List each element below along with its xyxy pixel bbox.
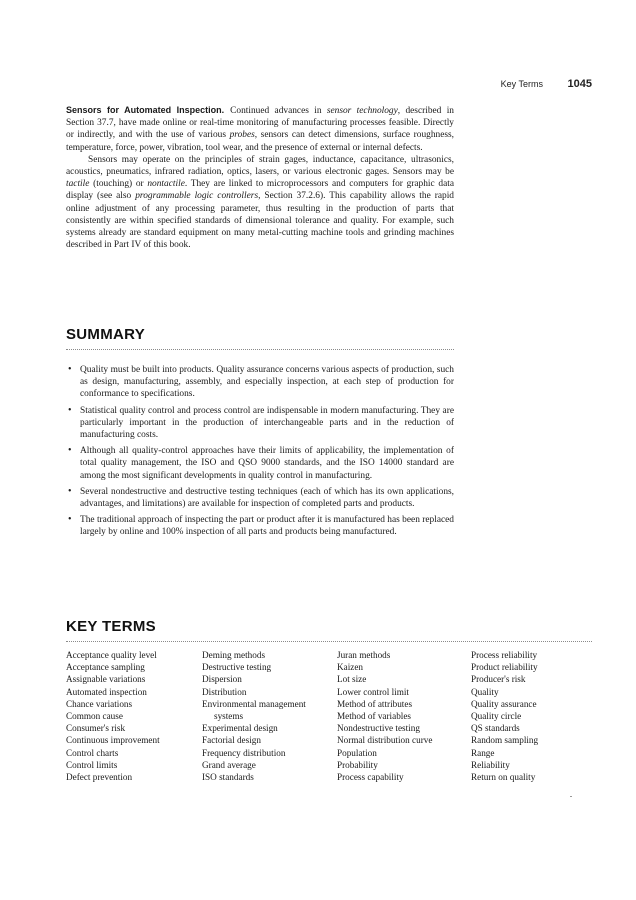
- key-term: Probability: [337, 759, 378, 770]
- key-term: Nondestructive testing: [337, 723, 420, 734]
- key-term: Control charts: [66, 747, 119, 758]
- key-term: Reliability: [471, 759, 510, 770]
- summary-item: • Quality must be built into products. Quality assurance concerns various aspects of production, such as design, manufacturing, assembly, and especially inspection, at each step of production for conformance to specifications.: [66, 364, 454, 401]
- sensors-p2-text: Sensors may operate on the principles of strain gages, inductance, capacitance, ultrasonics, acoustics, pneumatics, infrared radiation, optics, lasers, or various electronic gages. Sensors may be: [66, 154, 454, 178]
- sensors-p2-italic-term: nontactile: [147, 179, 185, 190]
- summary-item: • Statistical quality control and process control are indispensable in modern manufacturing. They are particularly important in the production of interchangeable parts and in the reduction of manufacturing costs.: [66, 405, 454, 442]
- key-term: Method of attributes: [337, 698, 413, 709]
- key-term: Random sampling: [471, 735, 539, 746]
- key-term: Population: [337, 747, 377, 758]
- running-head-section: Key Terms: [500, 79, 543, 89]
- summary-rule: [66, 349, 454, 350]
- sensors-p2-text: , Section 37.2.6). This capability allows the rapid online adjustment of any processing parameter, thus resulting in the production of parts that consistently are within specified standards of dimensional tolerance and quality. For example, such systems already are standard equipment on many metal-cutting machine tools and grinding machines described in Part IV of this book.: [66, 191, 454, 251]
- summary-item: • Although all quality-control approaches have their limits of applicability, the implementation of total quality management, the ISO and QSO 9000 standards, and the ISO 14000 standard are among the most significant developments in quality control in manufacturing.: [66, 445, 454, 482]
- key-terms-title: KEY TERMS: [66, 618, 156, 635]
- key-terms-column-1: [66, 649, 202, 783]
- key-term: Chance variations: [66, 698, 133, 709]
- key-term: Normal distribution curve: [337, 735, 433, 746]
- key-term: Range: [471, 747, 495, 758]
- sensors-section: [66, 104, 454, 251]
- key-term: Lower control limit: [337, 686, 409, 697]
- running-head: [501, 78, 592, 90]
- key-term: Deming methods: [202, 650, 266, 660]
- key-term: Process reliability: [471, 650, 538, 660]
- key-term: Product reliability: [471, 662, 538, 673]
- key-terms-column-3: [337, 649, 471, 783]
- key-term: Frequency distribution: [202, 747, 286, 758]
- key-term: Producer's risk: [471, 674, 526, 685]
- key-term: Distribution: [202, 686, 247, 697]
- key-term: Grand average: [202, 759, 256, 770]
- key-term: Acceptance sampling: [66, 662, 145, 673]
- sensors-p1-italic-term: sensor technology: [326, 106, 398, 116]
- key-term: Factorial design: [202, 735, 261, 746]
- key-term: Common cause: [66, 711, 123, 722]
- sensors-p2-italic-term: programmable logic controllers: [135, 191, 259, 202]
- sensors-p1-text: , sensors can detect dimensions, surface roughness, temperature, force, power, vibration, tool wear, and the presence of external or internal defects.: [66, 130, 454, 153]
- sensors-p2-text: . They are linked to microprocessors and computers for graphic data display (see also: [66, 179, 454, 202]
- scan-speck: [570, 796, 572, 797]
- sensors-p2-text: (touching) or: [89, 179, 148, 190]
- key-terms-column-4: [471, 649, 586, 783]
- key-term: ISO standards: [202, 772, 254, 783]
- key-term: Quality: [471, 686, 499, 697]
- key-term: Quality assurance: [471, 698, 537, 709]
- key-term: Control limits: [66, 759, 118, 770]
- key-term: Destructive testing: [202, 662, 272, 673]
- sensors-paragraph-2: [66, 154, 454, 252]
- key-term: Lot size: [337, 674, 367, 685]
- key-term: Quality circle: [471, 711, 522, 722]
- key-term: Acceptance quality level: [66, 650, 157, 660]
- sensors-p2-italic-term: tactile: [66, 179, 90, 190]
- summary-list: [66, 364, 454, 543]
- key-term: Dispersion: [202, 674, 242, 685]
- key-term: Method of variables: [337, 711, 411, 722]
- summary-title: SUMMARY: [66, 326, 146, 343]
- key-terms-column-2: [202, 649, 337, 783]
- key-term: Defect prevention: [66, 772, 133, 783]
- summary-item: • Several nondestructive and destructive testing techniques (each of which has its own applications, advantages, and limitations) are available for inspection of completed parts and products.: [66, 486, 454, 510]
- sensors-heading: Sensors for Automated Inspection.: [66, 105, 225, 115]
- sensors-p1-text: , described in Section 37.7, have made online or real-time monitoring of manufacturing processes feasible. Directly or indirectly, and with the use of various: [66, 106, 454, 141]
- page-number: 1045: [567, 78, 592, 90]
- key-terms-grid: [66, 649, 586, 783]
- key-term: Juran methods: [337, 650, 391, 660]
- key-term: Environmental management: [202, 698, 306, 709]
- key-term: Consumer's risk: [66, 723, 126, 734]
- key-term: Continuous improvement: [66, 735, 160, 746]
- sensors-paragraph-1: [66, 104, 454, 154]
- key-term: Experimental design: [202, 723, 278, 734]
- key-term-continuation: systems: [214, 711, 244, 722]
- key-term: Automated inspection: [66, 686, 147, 697]
- key-terms-rule: [66, 641, 592, 642]
- summary-item: • The traditional approach of inspecting the part or product after it is manufactured has been replaced largely by online and 100% inspection of all parts and products being manufactured.: [66, 514, 454, 538]
- sensors-p1-italic-term: probes: [229, 130, 255, 141]
- key-term: Assignable variations: [66, 674, 146, 685]
- key-term: Process capability: [337, 772, 404, 783]
- key-term: QS standards: [471, 723, 520, 734]
- sensors-p1-text: Continued advances in: [230, 106, 327, 116]
- key-term: Kaizen: [337, 662, 364, 673]
- key-term: Return on quality: [471, 772, 536, 783]
